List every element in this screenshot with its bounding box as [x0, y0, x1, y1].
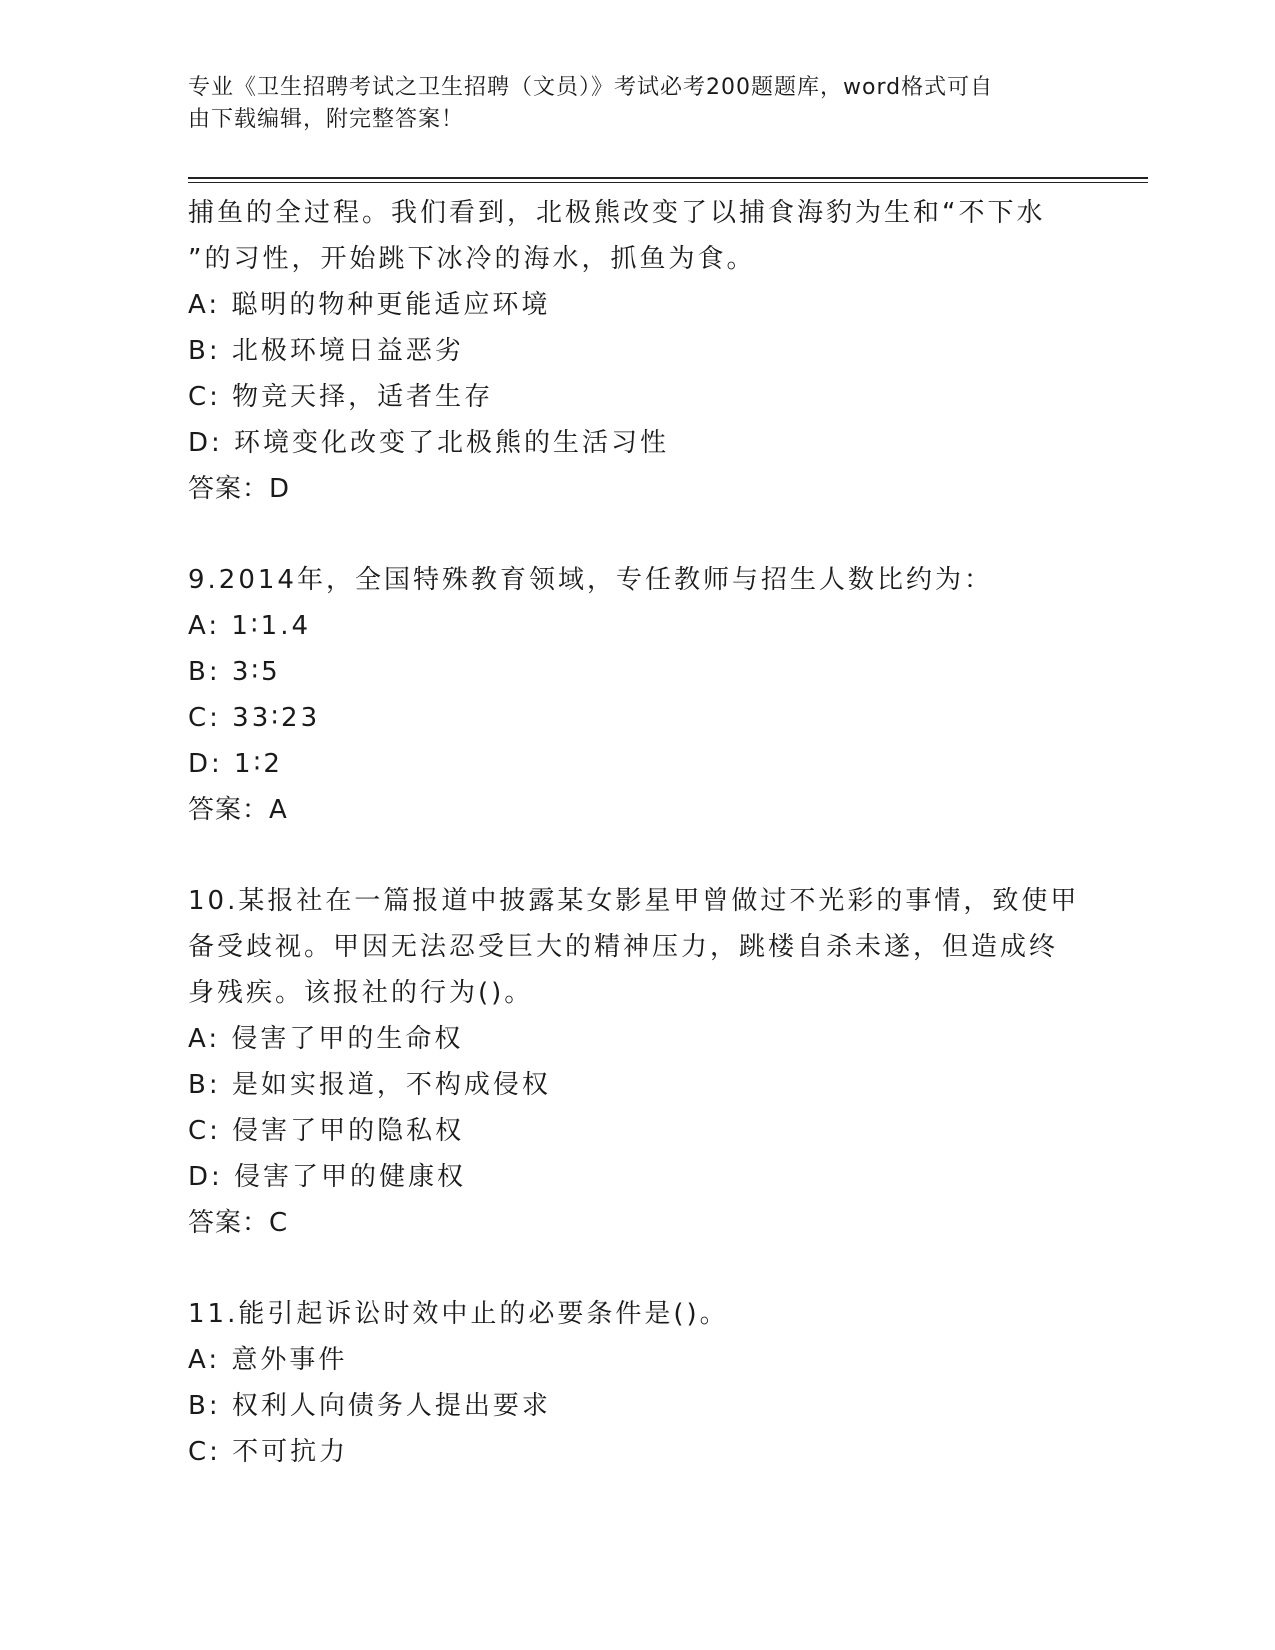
option-a: A: 聪明的物种更能适应环境 — [188, 290, 551, 320]
question-list — [188, 190, 1088, 1475]
option-c: C: 不可抗力 — [188, 1437, 349, 1467]
header-title-line-1: 专业《卫生招聘考试之卫生招聘（文员）》考试必考200题题库，word格式可自 — [188, 75, 994, 100]
option-b: B: 权利人向债务人提出要求 — [188, 1391, 551, 1421]
document-header — [188, 72, 1088, 136]
option-d: D: 环境变化改变了北极熊的生活习性 — [188, 428, 670, 458]
option-b: B: 北极环境日益恶劣 — [188, 336, 464, 366]
option-a: A: 意外事件 — [188, 1345, 348, 1375]
spacer — [188, 833, 1088, 878]
option-b: B: 3∶5 — [188, 657, 281, 687]
question-stem-line: 11.能引起诉讼时效中止的必要条件是()。 — [188, 1299, 729, 1329]
answer: 答案：A — [188, 795, 288, 825]
spacer — [188, 1246, 1088, 1291]
header-title-line-2: 由下载编辑，附完整答案！ — [188, 107, 465, 132]
option-c: C: 侵害了甲的隐私权 — [188, 1116, 465, 1146]
question-stem-line: ”的习性，开始跳下冰冷的海水，抓鱼为食。 — [188, 244, 756, 274]
option-c: C: 物竞天择，适者生存 — [188, 382, 494, 412]
answer: 答案：C — [188, 1208, 289, 1238]
question-11 — [188, 1291, 1088, 1475]
spacer — [188, 512, 1088, 557]
option-d: D: 1∶2 — [188, 749, 283, 779]
question-stem-line: 9.2014年，全国特殊教育领域，专任教师与招生人数比约为： — [188, 565, 993, 595]
option-c: C: 33∶23 — [188, 703, 321, 733]
question-stem-line: 身残疾。该报社的行为()。 — [188, 978, 534, 1008]
option-a: A: 侵害了甲的生命权 — [188, 1024, 464, 1054]
option-d: D: 侵害了甲的健康权 — [188, 1162, 467, 1192]
option-b: B: 是如实报道，不构成侵权 — [188, 1070, 551, 1100]
question-stem-line: 10.某报社在一篇报道中披露某女影星甲曾做过不光彩的事情，致使甲 — [188, 886, 1080, 916]
question-8 — [188, 190, 1088, 512]
question-stem-line: 捕鱼的全过程。我们看到，北极熊改变了以捕食海豹为生和“不下水 — [188, 198, 1046, 228]
question-9 — [188, 557, 1088, 833]
answer: 答案：D — [188, 474, 291, 504]
question-stem-line: 备受歧视。甲因无法忍受巨大的精神压力，跳楼自杀未遂，但造成终 — [188, 932, 1059, 962]
header-rule-thin — [188, 182, 1148, 183]
option-a: A: 1∶1.4 — [188, 611, 312, 641]
question-10 — [188, 878, 1088, 1246]
header-rule-thick — [188, 177, 1148, 179]
